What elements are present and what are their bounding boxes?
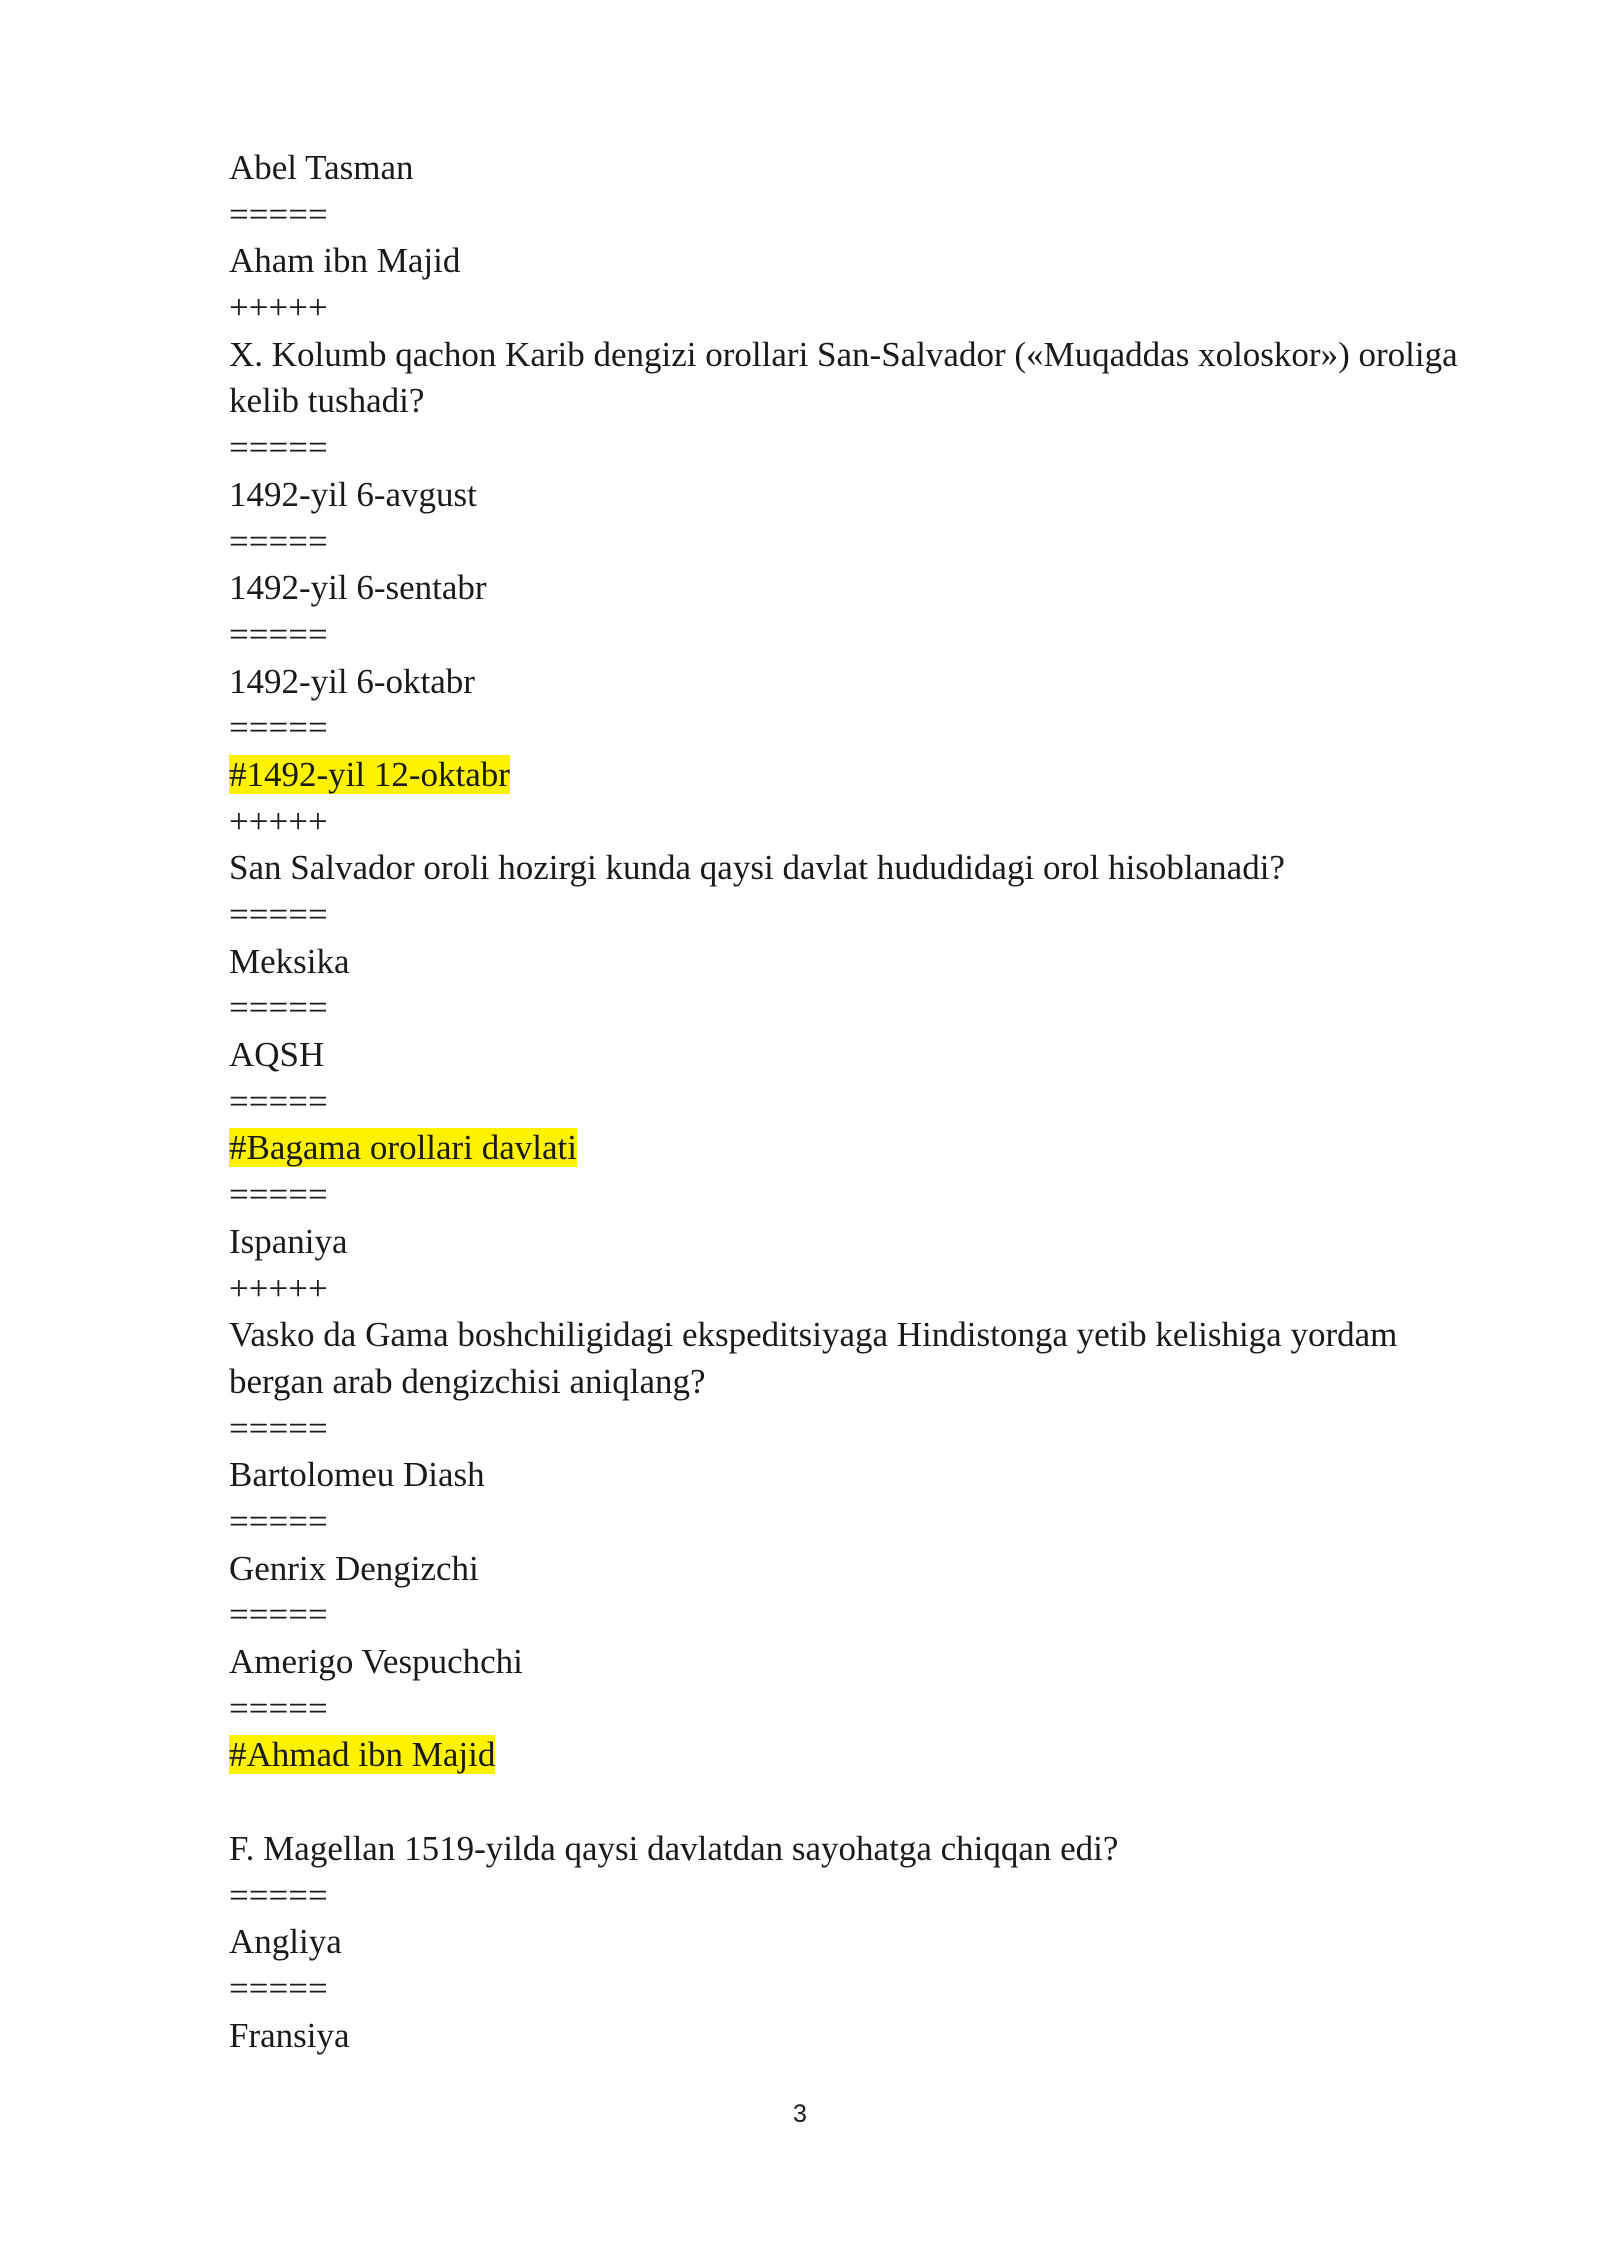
- correct-answer: [229, 1125, 1459, 1172]
- answer-separator: [229, 192, 1459, 239]
- line-text: F. Magellan 1519-yilda qaysi davlatdan sayohatga chiqqan edi?: [229, 1828, 1119, 1868]
- question-separator: [229, 799, 1459, 846]
- line-text: 1492-yil 6-oktabr: [229, 661, 475, 701]
- answer-separator: [229, 519, 1459, 566]
- answer-separator: [229, 425, 1459, 472]
- line-text: +++++: [229, 288, 328, 328]
- line-text: =====: [229, 895, 328, 935]
- line-text: Angliya: [229, 1922, 342, 1962]
- text-line: [229, 145, 1459, 192]
- line-text: =====: [229, 1081, 328, 1121]
- answer-separator: [229, 705, 1459, 752]
- line-text: =====: [229, 988, 328, 1028]
- line-text: 1492-yil 6-sentabr: [229, 568, 487, 608]
- line-text: =====: [229, 1875, 328, 1915]
- line-text: X. Kolumb qachon Karib dengizi orollari San-Salvador («Muqaddas xoloskor») oroliga kelib tushadi?: [229, 334, 1458, 421]
- answer-separator: [229, 1873, 1459, 1920]
- text-line: [229, 332, 1459, 425]
- answer-separator: [229, 1592, 1459, 1639]
- line-text: =====: [229, 1968, 328, 2008]
- text-line: [229, 238, 1459, 285]
- line-text: Aham ibn Majid: [229, 241, 461, 281]
- line-text: =====: [229, 1175, 328, 1215]
- answer-separator: [229, 612, 1459, 659]
- text-line: [229, 472, 1459, 519]
- text-line: [229, 1826, 1459, 1873]
- line-text: Bartolomeu Diash: [229, 1455, 485, 1495]
- line-text: Abel Tasman: [229, 148, 414, 187]
- blank-line: [229, 1779, 1459, 1826]
- page-number: 3: [793, 2100, 807, 2128]
- line-text: =====: [229, 1408, 328, 1448]
- highlighted-text: #Ahmad ibn Majid: [229, 1735, 496, 1775]
- text-line: [229, 1452, 1459, 1499]
- text-line: [229, 659, 1459, 706]
- correct-answer: [229, 752, 1459, 799]
- text-line: [229, 1219, 1459, 1266]
- highlighted-text: #1492-yil 12-oktabr: [229, 754, 510, 794]
- line-text: AQSH: [229, 1035, 325, 1075]
- answer-separator: [229, 1079, 1459, 1126]
- line-text: =====: [229, 614, 328, 654]
- line-text: Ispaniya: [229, 1221, 348, 1261]
- text-line: [229, 1639, 1459, 1686]
- text-line: [229, 565, 1459, 612]
- line-text: Amerigo Vespuchchi: [229, 1642, 523, 1682]
- answer-separator: [229, 1686, 1459, 1733]
- line-text: +++++: [229, 1268, 328, 1308]
- document-body: [229, 145, 1459, 2059]
- line-text: =====: [229, 521, 328, 561]
- line-text: =====: [229, 1688, 328, 1728]
- line-text: San Salvador oroli hozirgi kunda qaysi davlat hududidagi orol hisoblanadi?: [229, 848, 1285, 888]
- answer-separator: [229, 1172, 1459, 1219]
- line-text: 1492-yil 6-avgust: [229, 474, 477, 514]
- answer-separator: [229, 892, 1459, 939]
- highlighted-text: #Bagama orollari davlati: [229, 1128, 577, 1168]
- line-text: Meksika: [229, 941, 350, 981]
- question-separator: [229, 285, 1459, 332]
- line-text: =====: [229, 1595, 328, 1635]
- answer-separator: [229, 1406, 1459, 1453]
- correct-answer: [229, 1732, 1459, 1779]
- text-line: [229, 1919, 1459, 1966]
- line-text: Genrix Dengizchi: [229, 1548, 479, 1588]
- line-text: =====: [229, 194, 328, 234]
- text-line: [229, 845, 1459, 892]
- text-line: [229, 1546, 1459, 1593]
- line-text: =====: [229, 1502, 328, 1541]
- question-separator: [229, 1266, 1459, 1313]
- line-text: =====: [229, 428, 328, 468]
- line-text: Vasko da Gama boshchiligidagi ekspeditsiyaga Hindistonga yetib kelishiga yordam bergan arab dengizchisi aniqlang?: [229, 1315, 1398, 1401]
- answer-separator: [229, 985, 1459, 1032]
- text-line: [229, 939, 1459, 986]
- line-text: =====: [229, 708, 328, 748]
- answer-separator: [229, 1966, 1459, 2013]
- text-line: [229, 1312, 1459, 1405]
- answer-separator: [229, 1499, 1459, 1546]
- text-line: [229, 1032, 1459, 1079]
- line-text: +++++: [229, 801, 328, 841]
- text-line: [229, 2013, 1459, 2060]
- line-text: Fransiya: [229, 2015, 350, 2055]
